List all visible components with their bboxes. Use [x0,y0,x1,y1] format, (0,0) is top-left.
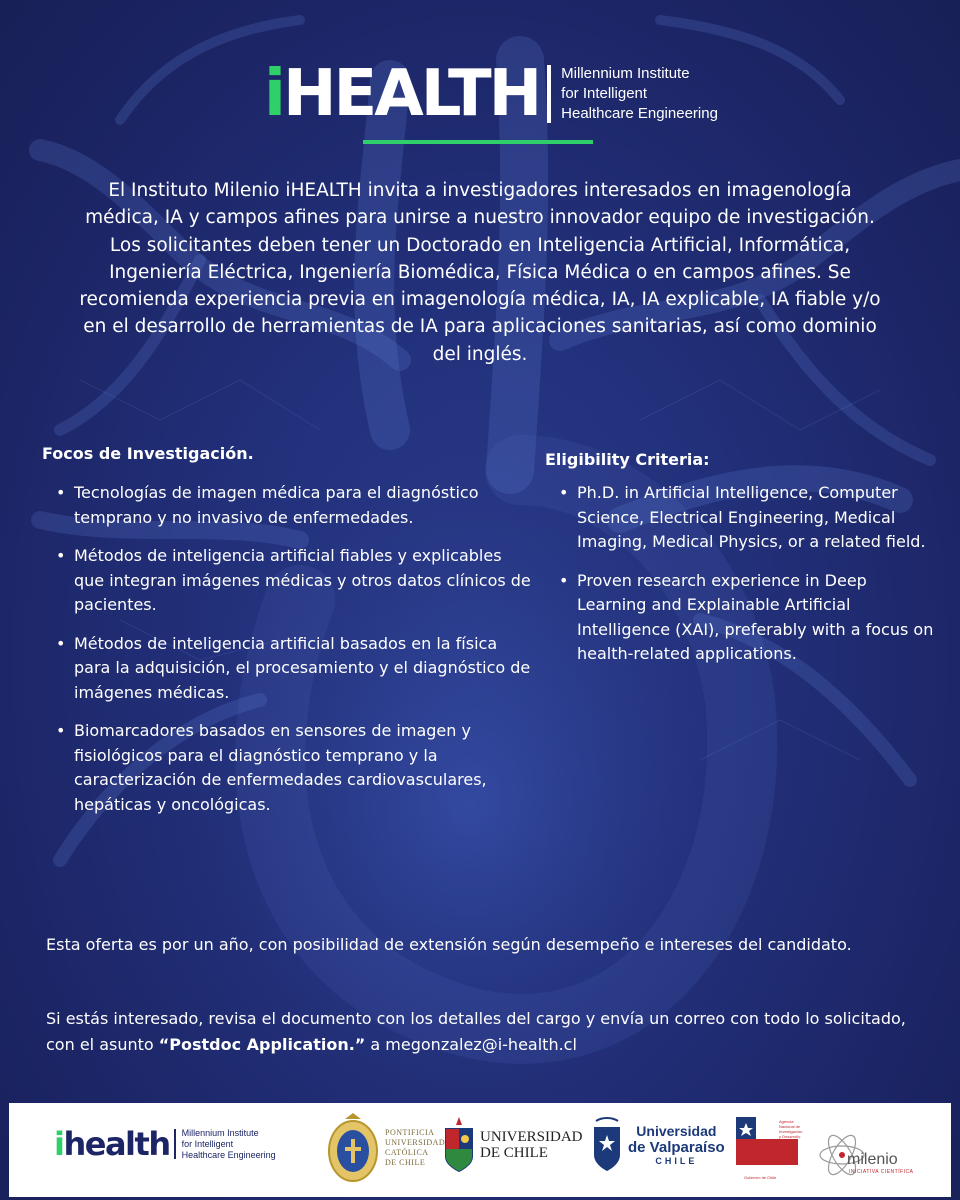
uv-name-line: de Valparaíso [628,1139,725,1156]
partner-logos-footer [9,1103,951,1197]
footer-ihealth-rest: health [63,1125,170,1163]
uchile-name-line: DE CHILE [480,1145,548,1161]
puc-name-line: CATÓLICA [385,1148,429,1157]
uvalparaiso-logo [592,1117,725,1173]
uv-shield-icon [592,1117,622,1173]
eligibility-heading: Eligibility Criteria: [545,450,710,469]
footer-institute-name [182,1128,276,1161]
logo-divider [547,65,551,123]
uv-name [628,1123,725,1167]
header-underline [363,140,593,144]
footer-ihealth-logo [54,1127,276,1161]
ihealth-wordmark-rest: HEALTH [282,57,540,131]
uv-name-line: CHILE [655,1156,698,1166]
research-focus-list [42,481,532,831]
institute-name [561,64,718,124]
uchile-logo [444,1117,583,1173]
list-item [42,719,532,817]
list-item-text: Métodos de inteligencia artificial basados en la física para la adquisición, el procesamiento y el diagnóstico de imágenes médicas. [74,633,531,702]
institute-name-line: for Intelligent [561,85,648,102]
footer-institute-line: Healthcare Engineering [181,1149,276,1160]
bullet-icon: • [56,483,66,502]
application-email: a megonzalez@i-health.cl [365,1035,577,1054]
list-item [545,569,940,667]
puc-name-line: DE CHILE [385,1158,426,1167]
uv-name-line: Universidad [636,1123,717,1139]
anid-name-line: y Desarrollo [779,1134,801,1139]
bullet-icon: • [559,570,569,590]
research-focus-heading: Focos de Investigación. [42,444,254,463]
list-item [545,481,940,555]
footer-institute-line: for Intelligent [181,1138,234,1149]
footer-logo-divider [174,1129,176,1159]
uchile-name [480,1129,583,1161]
list-item-text: Biomarcadores basados en sensores de imagen y fisiológicos para el diagnóstico temprano y la caracterización de enfermedades cardiovasculares, hepáticas y oncológicas. [74,721,487,814]
milenio-name: milenio [847,1151,898,1168]
bullet-icon: • [56,721,66,740]
anid-name-line: Nacional de [779,1124,801,1129]
application-text: Si estás interesado, revisa el documento con los detalles del cargo y envía un correo con todo lo solicitado, con el asunto [46,1009,906,1054]
ihealth-wordmark [264,57,540,131]
footer-ihealth-i: i [54,1125,64,1163]
bullet-icon: • [56,546,66,565]
puc-name-line: UNIVERSIDAD [385,1138,446,1147]
bullet-icon: • [56,633,66,653]
puc-seal-icon [327,1113,379,1183]
list-item [42,544,532,618]
milenio-subtitle: INICIATIVA CIENTÍFICA [849,1169,914,1175]
footer-institute-line: Millennium Institute [181,1127,259,1138]
institute-name-line: Healthcare Engineering [561,105,718,122]
list-item-text: Ph.D. in Artificial Intelligence, Computer Science, Electrical Engineering, Medical Imaging, Medical Physics, or a related field. [577,483,926,551]
application-subject: “Postdoc Application.” [158,1035,366,1054]
uchile-name-line: UNIVERSIDAD [480,1129,583,1145]
anid-government: Gobierno de Chile [744,1175,777,1180]
anid-name [779,1119,821,1139]
bullet-icon: • [559,483,569,502]
offer-paragraph: Esta oferta es por un año, con posibilidad de extensión según desempeño e intereses del candidato. [46,935,852,954]
list-item-text: Métodos de inteligencia artificial fiables y explicables que integran imágenes médicas y otros datos clínicos de pacientes. [74,546,531,614]
ihealth-logo [264,57,718,131]
institute-name-line: Millennium Institute [561,65,690,82]
list-item-text: Tecnologías de imagen médica para el diagnóstico temprano y no invasivo de enfermedades. [74,483,479,527]
list-item [42,481,532,530]
eligibility-list [545,481,940,681]
application-paragraph [46,1006,926,1058]
puc-name [385,1128,445,1168]
ihealth-wordmark-i: i [264,57,283,131]
anid-name-line: Investigación [779,1129,803,1134]
anid-name-line: Agencia [779,1119,794,1124]
list-item [42,632,532,706]
uchile-shield-icon [444,1117,474,1173]
puc-name-line: PONTIFICIA [385,1128,435,1137]
intro-paragraph: El Instituto Milenio iHEALTH invita a investigadores interesados en imagenología médica, IA y campos afines para unirse a nuestro innovador equipo de investigación. Los solicitantes deben tener un Doctorado en Inteligencia Artificial, Informática, Ingeniería Eléctrica, Ingeniería Biomédica, Física Médica o en campos afines. Se recomienda experiencia previa en imagenología médica, IA, IA explicable, IA fiable y/o en el desarrollo de herramientas de IA para aplicaciones sanitarias, así como dominio del inglés. [79,180,881,365]
footer-ihealth-wordmark [54,1127,170,1161]
puc-logo [327,1113,445,1183]
list-item-text: Proven research experience in Deep Learning and Explainable Artificial Intelligence (XAI), preferably with a focus on health-related applications. [577,570,934,663]
